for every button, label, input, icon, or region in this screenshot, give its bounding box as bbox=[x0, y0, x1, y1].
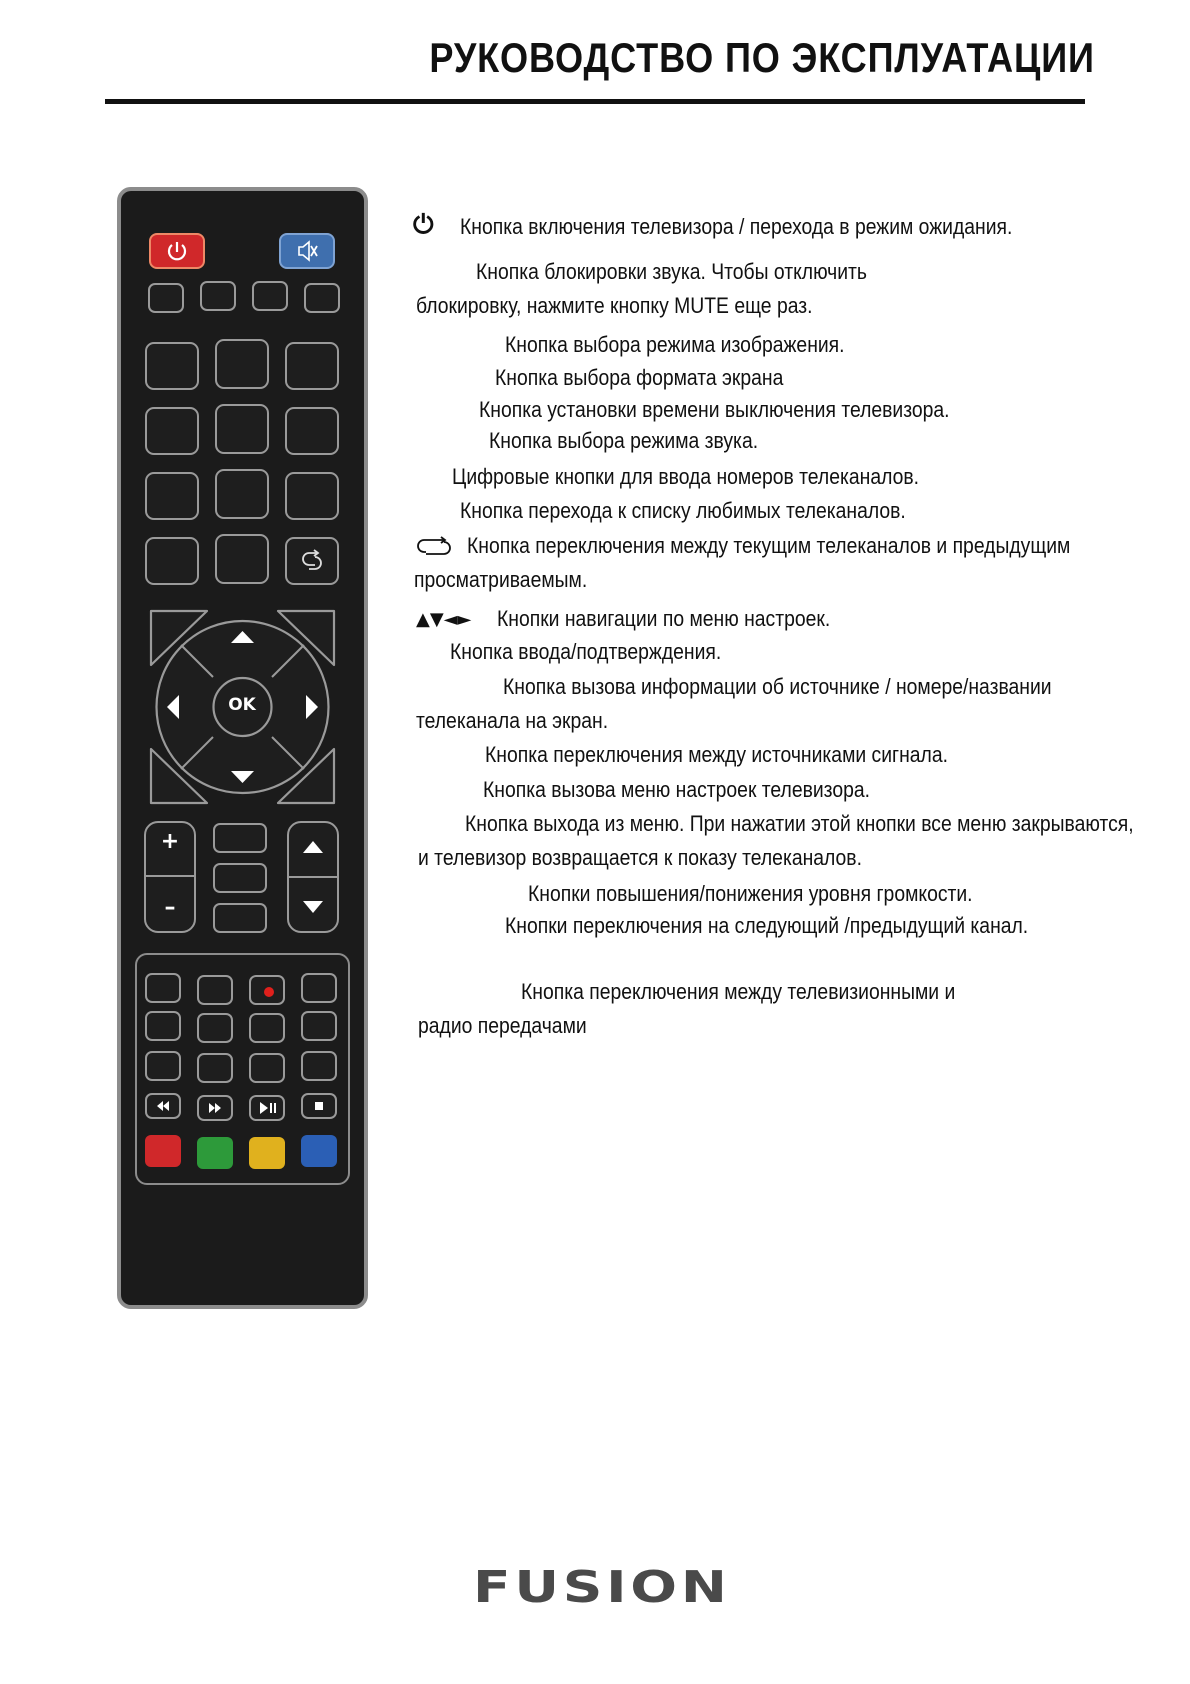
volume-down-label: – bbox=[164, 895, 176, 920]
record-dot-icon bbox=[264, 987, 274, 997]
desc-mute-line1: Кнопка блокировки звука. Чтобы отключить bbox=[476, 259, 868, 284]
mute-button[interactable] bbox=[279, 233, 335, 269]
sleep-button[interactable] bbox=[252, 281, 288, 311]
fusion-logo: FUSION bbox=[473, 1562, 731, 1613]
stop-icon bbox=[303, 1095, 335, 1117]
func-button-4[interactable] bbox=[301, 973, 337, 1003]
fast-forward-icon bbox=[199, 1097, 231, 1119]
digit-1-button[interactable] bbox=[145, 342, 199, 390]
desc-digits: Цифровые кнопки для ввода номеров телеканалов. bbox=[452, 464, 920, 489]
desc-tvradio-line1: Кнопка переключения между телевизионными и bbox=[521, 979, 956, 1004]
channel-rocker[interactable] bbox=[287, 821, 339, 933]
func-button-10[interactable] bbox=[197, 1053, 233, 1083]
ok-label: OK bbox=[228, 695, 256, 715]
title-rule bbox=[105, 99, 1085, 104]
digit-9-button[interactable] bbox=[285, 472, 339, 520]
recall-symbol-icon bbox=[414, 534, 454, 560]
rewind-icon bbox=[147, 1095, 179, 1117]
desc-source: Кнопка переключения между источниками сигнала. bbox=[485, 742, 948, 767]
desc-ok: Кнопка ввода/подтверждения. bbox=[450, 639, 722, 664]
func-button-7[interactable] bbox=[249, 1013, 285, 1043]
channel-arrows-icon bbox=[289, 823, 337, 931]
rewind-button[interactable] bbox=[145, 1093, 181, 1119]
desc-volume: Кнопки повышения/понижения уровня громкости. bbox=[528, 881, 973, 906]
func-button-1[interactable] bbox=[145, 973, 181, 1003]
remote-control bbox=[117, 187, 368, 1309]
picture-mode-button[interactable] bbox=[148, 283, 184, 313]
digit-5-button[interactable] bbox=[215, 404, 269, 454]
desc-exit-line2: и телевизор возвращается к показу телеканалов. bbox=[418, 845, 862, 870]
stop-button[interactable] bbox=[301, 1093, 337, 1119]
mute-icon bbox=[279, 233, 335, 269]
play-pause-icon bbox=[251, 1097, 283, 1119]
aspect-button[interactable] bbox=[200, 281, 236, 311]
green-key[interactable] bbox=[197, 1137, 233, 1169]
page-title: РУКОВОДСТВО ПО ЭКСПЛУАТАЦИИ bbox=[429, 34, 1095, 81]
desc-mute-line2: блокировку, нажмите кнопку MUTE еще раз. bbox=[416, 293, 813, 318]
desc-info-line1: Кнопка вызова информации об источнике / номере/названии bbox=[503, 674, 1052, 699]
desc-info-line2: телеканала на экран. bbox=[416, 708, 609, 733]
desc-recall-line1: Кнопка переключения между текущим телеканалов и предыдущим bbox=[467, 533, 1071, 558]
middle-button[interactable] bbox=[213, 863, 267, 893]
nav-arrows-icon: ▲▼◄► bbox=[416, 609, 472, 630]
digit-2-button[interactable] bbox=[215, 339, 269, 389]
desc-sleep: Кнопка установки времени выключения телевизора. bbox=[479, 397, 950, 422]
recall-icon bbox=[287, 539, 337, 583]
lower-middle-button[interactable] bbox=[213, 903, 267, 933]
func-button-9[interactable] bbox=[145, 1051, 181, 1081]
desc-favorites: Кнопка перехода к списку любимых телеканалов. bbox=[460, 498, 906, 523]
play-pause-button[interactable] bbox=[249, 1095, 285, 1121]
power-button[interactable] bbox=[149, 233, 205, 269]
digit-6-button[interactable] bbox=[285, 407, 339, 455]
desc-channel: Кнопки переключения на следующий /предыдущий канал. bbox=[505, 913, 1029, 938]
desc-aspect: Кнопка выбора формата экрана bbox=[495, 365, 784, 390]
recall-button[interactable] bbox=[285, 537, 339, 585]
desc-nav: Кнопки навигации по меню настроек. bbox=[497, 606, 831, 631]
volume-up-label: + bbox=[160, 829, 180, 854]
desc-exit-line1: Кнопка выхода из меню. При нажатии этой кнопки все меню закрываются, bbox=[465, 811, 1134, 836]
sound-mode-button[interactable] bbox=[304, 283, 340, 313]
red-key[interactable] bbox=[145, 1135, 181, 1167]
yellow-key[interactable] bbox=[249, 1137, 285, 1169]
desc-tvradio-line2: радио передачами bbox=[418, 1013, 587, 1038]
desc-power: Кнопка включения телевизора / перехода в режим ожидания. bbox=[460, 214, 1013, 239]
tv-radio-button[interactable] bbox=[213, 823, 267, 853]
func-button-5[interactable] bbox=[145, 1011, 181, 1041]
func-button-8[interactable] bbox=[301, 1011, 337, 1041]
digit-7-button[interactable] bbox=[145, 472, 199, 520]
desc-menu: Кнопка вызова меню настроек телевизора. bbox=[483, 777, 870, 802]
favorites-button[interactable] bbox=[145, 537, 199, 585]
power-icon bbox=[149, 233, 205, 269]
digit-0-button[interactable] bbox=[215, 534, 269, 584]
digit-3-button[interactable] bbox=[285, 342, 339, 390]
digit-4-button[interactable] bbox=[145, 407, 199, 455]
fast-forward-button[interactable] bbox=[197, 1095, 233, 1121]
blue-key[interactable] bbox=[301, 1135, 337, 1167]
desc-picture: Кнопка выбора режима изображения. bbox=[505, 332, 845, 357]
volume-divider bbox=[146, 875, 194, 877]
power-symbol-icon: ⏻ bbox=[413, 210, 434, 240]
volume-rocker[interactable] bbox=[144, 821, 196, 933]
func-button-11[interactable] bbox=[249, 1053, 285, 1083]
func-button-6[interactable] bbox=[197, 1013, 233, 1043]
func-button-12[interactable] bbox=[301, 1051, 337, 1081]
desc-sound: Кнопка выбора режима звука. bbox=[489, 428, 759, 453]
record-button[interactable] bbox=[249, 975, 285, 1005]
desc-recall-line2: просматриваемым. bbox=[414, 567, 588, 592]
func-button-2[interactable] bbox=[197, 975, 233, 1005]
digit-8-button[interactable] bbox=[215, 469, 269, 519]
